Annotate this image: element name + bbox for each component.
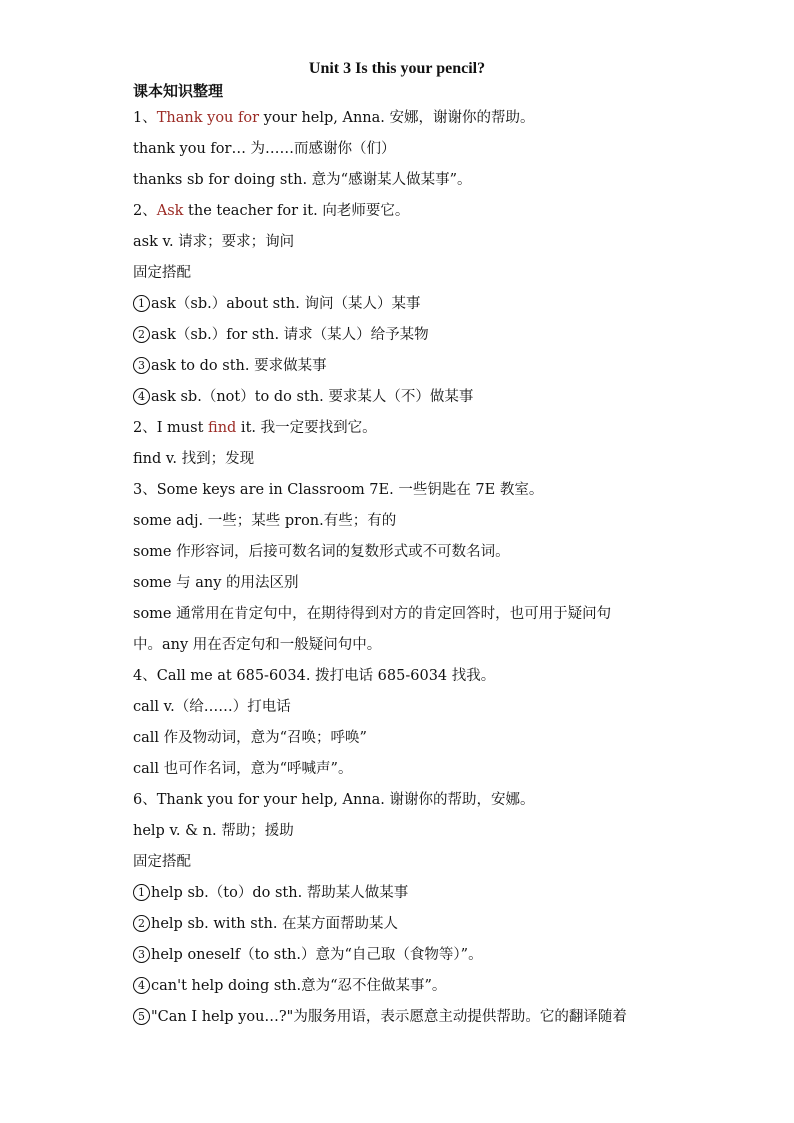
highlighted-phrase: Thank you for	[156, 110, 260, 126]
notes-body	[133, 104, 673, 1034]
note-line	[133, 290, 673, 321]
note-line	[133, 755, 673, 786]
circled-number: 1	[133, 295, 150, 312]
line-text: ask sb.（not）to do sth. 要求某人（不）做某事	[151, 389, 474, 405]
line-text: help oneself（to sth.）意为“自己取（食物等）”。	[151, 947, 483, 963]
note-line	[133, 724, 673, 755]
note-line	[133, 631, 673, 662]
note-line	[133, 786, 673, 817]
line-text: some 通常用在肯定句中，在期待得到对方的肯定回答时，也可用于疑问句	[133, 606, 612, 622]
line-text: ask v. 请求；要求；询问	[133, 234, 295, 250]
line-text: it. 我一定要找到它。	[236, 420, 377, 436]
line-text: some adj. 一些；某些 pron.有些；有的	[133, 513, 397, 529]
note-line	[133, 197, 673, 228]
circled-number: 1	[133, 884, 150, 901]
line-text: thank you for… 为……而感谢你（们）	[133, 141, 396, 157]
note-line	[133, 879, 673, 910]
note-line	[133, 693, 673, 724]
line-text: ask（sb.）about sth. 询问（某人）某事	[151, 296, 421, 312]
line-text: 6、Thank you for your help, Anna. 谢谢你的帮助，安娜。	[133, 792, 535, 808]
line-text: call 作及物动词，意为“召唤；呼唤”	[133, 730, 367, 746]
line-text: call 也可作名词，意为“呼喊声”。	[133, 761, 353, 777]
note-line	[133, 228, 673, 259]
line-text: 中。any 用在否定句和一般疑问句中。	[133, 637, 382, 653]
line-text: 3、Some keys are in Classroom 7E. 一些钥匙在 7E 教室。	[133, 482, 544, 498]
note-line	[133, 476, 673, 507]
line-text: find v. 找到；发现	[133, 451, 255, 467]
circled-number: 2	[133, 326, 150, 343]
note-line	[133, 600, 673, 631]
note-line	[133, 414, 673, 445]
line-text: ask（sb.）for sth. 请求（某人）给予某物	[151, 327, 429, 343]
line-text: your help, Anna. 安娜，谢谢你的帮助。	[259, 110, 535, 126]
note-line	[133, 383, 673, 414]
note-line	[133, 848, 673, 879]
line-text: ask to do sth. 要求做某事	[151, 358, 327, 374]
note-line	[133, 135, 673, 166]
note-line	[133, 972, 673, 1003]
line-text: 2、	[133, 203, 157, 219]
note-line	[133, 321, 673, 352]
page-title: Unit 3 Is this your pencil?	[308, 60, 486, 77]
note-line	[133, 910, 673, 941]
line-text: 4、Call me at 685-6034. 拨打电话 685-6034 找我。	[133, 668, 496, 684]
line-text: some 作形容词，后接可数名词的复数形式或不可数名词。	[133, 544, 510, 560]
line-text: call v.（给……）打电话	[133, 699, 291, 715]
line-text: the teacher for it. 向老师要它。	[183, 203, 410, 219]
note-line	[133, 1003, 673, 1034]
circled-number: 5	[133, 1008, 150, 1025]
line-text: 2、I must	[133, 420, 209, 436]
line-text: 固定搭配	[133, 265, 191, 281]
line-text: can't help doing sth.意为“忍不住做某事”。	[151, 978, 447, 994]
note-line	[133, 569, 673, 600]
line-text: help v. & n. 帮助；援助	[133, 823, 294, 839]
line-text: thanks sb for doing sth. 意为“感谢某人做某事”。	[133, 172, 472, 188]
line-text: help sb. with sth. 在某方面帮助某人	[151, 916, 399, 932]
note-line	[133, 166, 673, 197]
note-line	[133, 352, 673, 383]
note-line	[133, 507, 673, 538]
line-text: 固定搭配	[133, 854, 191, 870]
note-line	[133, 259, 673, 290]
note-line	[133, 104, 673, 135]
line-text: 1、	[133, 110, 157, 126]
note-line	[133, 538, 673, 569]
section-heading: 课本知识整理	[133, 82, 224, 100]
highlighted-phrase: Ask	[156, 203, 184, 219]
note-line	[133, 662, 673, 693]
highlighted-phrase: find	[208, 420, 237, 436]
line-text: help sb.（to）do sth. 帮助某人做某事	[151, 885, 409, 901]
circled-number: 4	[133, 977, 150, 994]
line-text: "Can I help you…?"为服务用语，表示愿意主动提供帮助。它的翻译随着	[151, 1009, 627, 1025]
circled-number: 2	[133, 915, 150, 932]
note-line	[133, 445, 673, 476]
circled-number: 3	[133, 946, 150, 963]
note-line	[133, 941, 673, 972]
circled-number: 3	[133, 357, 150, 374]
line-text: some 与 any 的用法区别	[133, 575, 299, 591]
circled-number: 4	[133, 388, 150, 405]
note-line	[133, 817, 673, 848]
